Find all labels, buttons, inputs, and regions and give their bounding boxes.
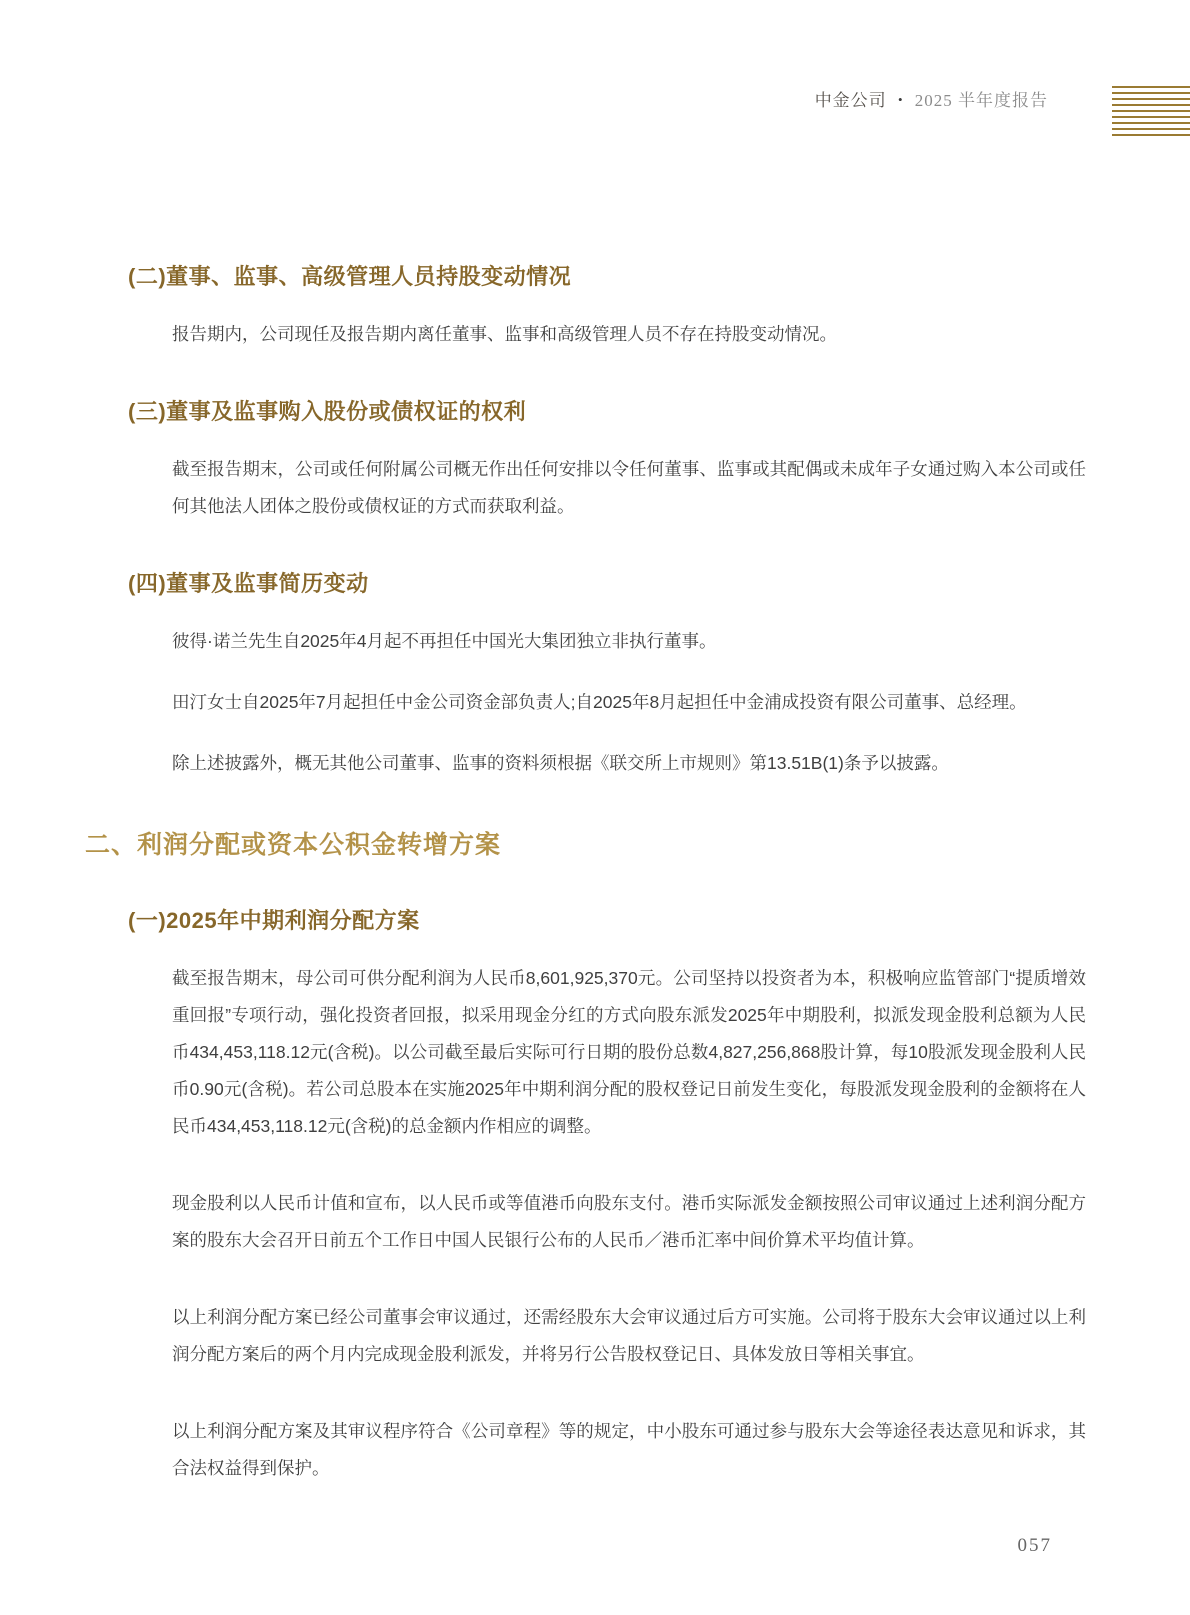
section-directors-biography-changes bbox=[0, 569, 1190, 782]
section-paragraph: 以上利润分配方案及其审议程序符合《公司章程》等的规定，中小股东可通过参与股东大会等途径表达意见和诉求，其合法权益得到保护。 bbox=[172, 1421, 1086, 1478]
page-number: 057 bbox=[1017, 1535, 1052, 1556]
section-paragraph: 田汀女士自2025年7月起担任中金公司资金部负责人;自2025年8月起担任中金浦成投资有限公司董事、总经理。 bbox=[172, 692, 1027, 712]
section-paragraph: 除上述披露外，概无其他公司董事、监事的资料须根据《联交所上市规则》第13.51B(1)条予以披露。 bbox=[172, 753, 949, 773]
section-paragraph: 现金股利以人民币计值和宣布，以人民币或等值港币向股东支付。港币实际派发金额按照公司审议通过上述利润分配方案的股东大会召开日前五个工作日中国人民银行公布的人民币／港币汇率中间价算术平均值计算。 bbox=[172, 1193, 1086, 1250]
bullet-separator-icon: • bbox=[897, 92, 904, 107]
section-profit-distribution bbox=[0, 828, 1190, 1487]
section-paragraph: 截至报告期末，公司或任何附属公司概无作出任何安排以令任何董事、监事或其配偶或未成年子女通过购入本公司或任何其他法人团体之股份或债权证的方式而获取利益。 bbox=[172, 459, 1086, 516]
company-name: 中金公司 bbox=[814, 91, 887, 110]
section-paragraph: 截至报告期末，母公司可供分配利润为人民币8,601,925,370元。公司坚持以投资者为本，积极响应监管部门“提质增效重回报”专项行动，强化投资者回报，拟采用现金分红的方式向股东派发2025年中期股利，拟派发现金股利总额为人民币434,453,118.12元(含税)。以公司截至最后实际可行日期的股份总数4,827,256,868股计算，每10股派发现金股利人民币0.90元(含税)。若公司总股本在实施2025年中期利润分配的股权登记日前发生变化，每股派发现金股利的金额将在人民币434,453,118.12元(含税)的总金额内作相应的调整。 bbox=[172, 968, 1086, 1136]
section-paragraph: 报告期内，公司现任及报告期内离任董事、监事和高级管理人员不存在持股变动情况。 bbox=[172, 324, 837, 344]
report-title: 2025 半年度报告 bbox=[914, 91, 1048, 110]
section-shareholding-changes bbox=[0, 262, 1190, 353]
gold-lines-decoration bbox=[1112, 86, 1190, 138]
section-paragraph: 以上利润分配方案已经公司董事会审议通过，还需经股东大会审议通过后方可实施。公司将于股东大会审议通过以上利润分配方案后的两个月内完成现金股利派发，并将另行公告股权登记日、具体发放日等相关事宜。 bbox=[172, 1307, 1086, 1364]
section-heading: (四)董事及监事简历变动 bbox=[128, 571, 369, 596]
section-rights-to-acquire-shares bbox=[0, 397, 1190, 525]
section-heading: (三)董事及监事购入股份或债权证的权利 bbox=[128, 399, 527, 424]
page-header bbox=[815, 86, 1048, 111]
section-heading: (一)2025年中期利润分配方案 bbox=[128, 908, 420, 933]
section-heading: (二)董事、监事、高级管理人员持股变动情况 bbox=[128, 264, 572, 289]
chapter-heading: 二、利润分配或资本公积金转增方案 bbox=[85, 831, 502, 859]
section-paragraph: 彼得·诺兰先生自2025年4月起不再担任中国光大集团独立非执行董事。 bbox=[172, 631, 717, 651]
